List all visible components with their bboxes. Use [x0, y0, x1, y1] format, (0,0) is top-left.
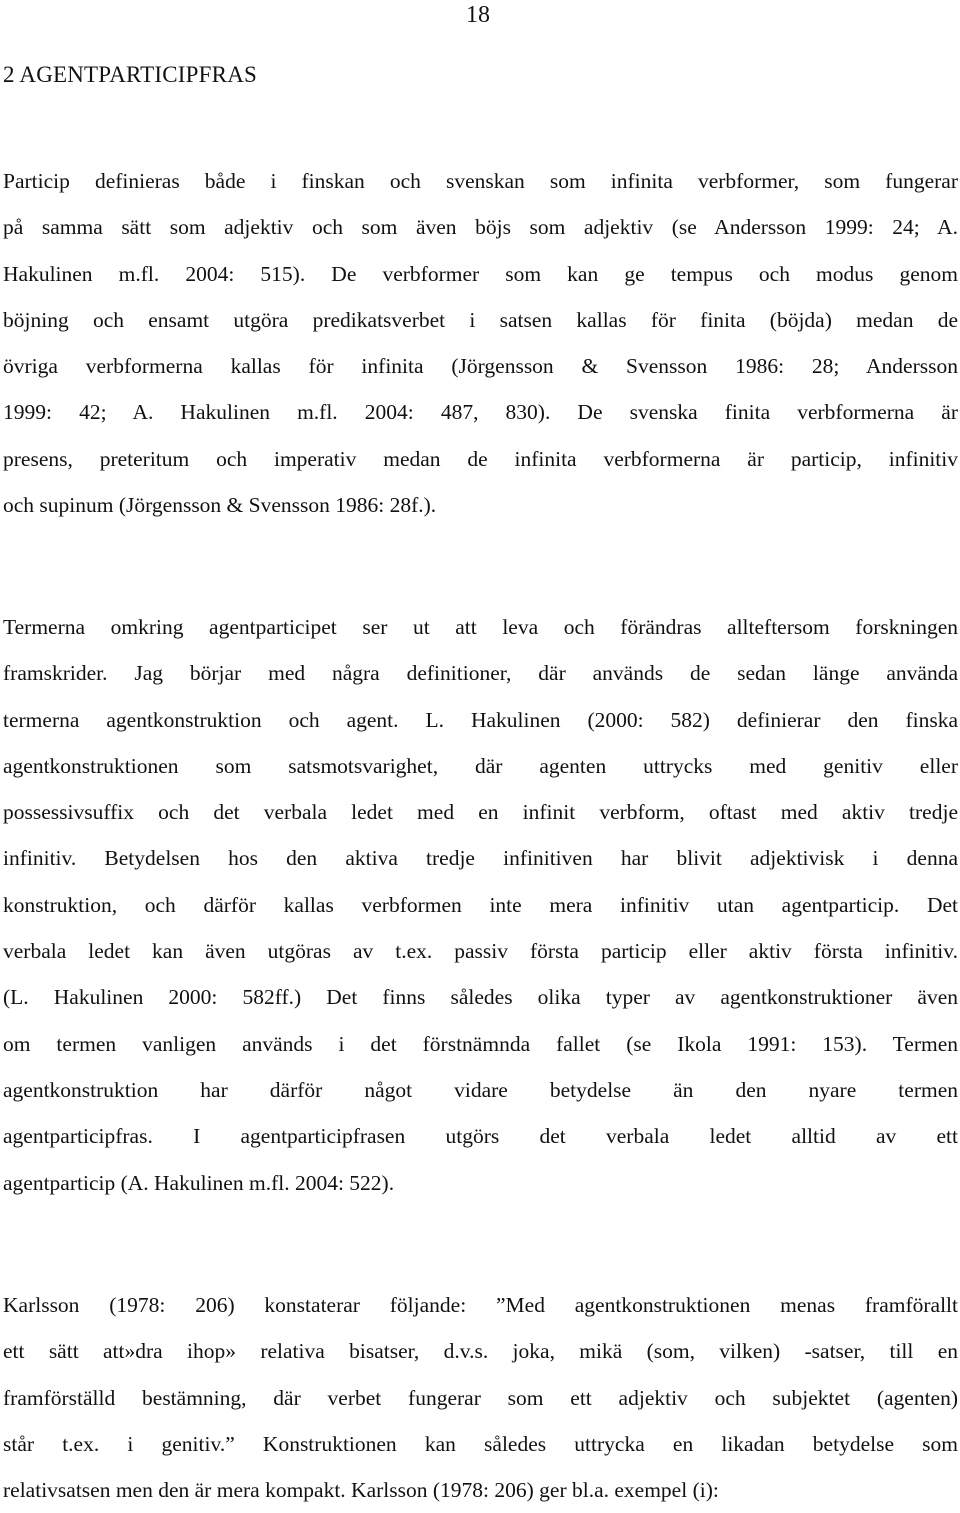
- text-line: Termerna omkring agentparticipet ser ut att leva och förändras allteftersom forskningen: [3, 615, 958, 639]
- text-line: ett sätt att»dra ihop» relativa bisatser, d.v.s. joka, mikä (som, vilken) -satser, till en: [3, 1339, 958, 1364]
- text-line: verbala ledet kan även utgöras av t.ex. passiv första particip eller aktiv första infinitiv.: [3, 939, 958, 964]
- text-line: agentparticipfras. I agentparticipfrasen utgörs det verbala ledet alltid av ett: [3, 1124, 958, 1149]
- text-line: possessivsuffix och det verbala ledet med en infinit verbform, oftast med aktiv tredje: [3, 800, 958, 825]
- text-line: står t.ex. i genitiv.” Konstruktionen kan således uttrycka en likadan betydelse som: [3, 1431, 958, 1456]
- text-line: på samma sätt som adjektiv och som även böjs som adjektiv (se Andersson 1999: 24; A.: [3, 215, 958, 240]
- text-line: och supinum (Jörgensson & Svensson 1986: 28f.).: [3, 493, 437, 518]
- text-line: presens, preteritum och imperativ medan de infinita verbformerna är particip, infinitiv: [3, 446, 958, 471]
- text-line: framförställd bestämning, där verbet fungerar som ett adjektiv och subjektet (agenten): [3, 1385, 958, 1410]
- text-line: relativsatsen men den är mera kompakt. Karlsson (1978: 206) ger bl.a. exempel (i):: [3, 1478, 719, 1503]
- page-number: 18: [466, 2, 490, 28]
- chapter-heading: 2 AGENTPARTICIPFRAS: [3, 62, 257, 87]
- text-line: Karlsson (1978: 206) konstaterar följande: ”Med agentkonstruktionen menas framförallt: [3, 1293, 958, 1317]
- text-line: infinitiv. Betydelsen hos den aktiva tredje infinitiven har blivit adjektivisk i denna: [3, 846, 958, 871]
- text-line: termerna agentkonstruktion och agent. L. Hakulinen (2000: 582) definierar den finska: [3, 707, 958, 732]
- text-line: agentkonstruktion har därför något vidare betydelse än den nyare termen: [3, 1077, 958, 1102]
- paragraph-participle-definition: [3, 158, 958, 528]
- text-line: Hakulinen m.fl. 2004: 515). De verbformer som kan ge tempus och modus genom: [3, 261, 958, 286]
- text-line: (L. Hakulinen 2000: 582ff.) Det finns således olika typer av agentkonstruktioner även: [3, 985, 958, 1010]
- text-line: agentparticip (A. Hakulinen m.fl. 2004: 522).: [3, 1170, 395, 1195]
- paragraph-agent-terms: [3, 604, 958, 1206]
- text-line: konstruktion, och därför kallas verbformen inte mera infinitiv utan agentparticip. Det: [3, 892, 958, 917]
- text-line: framskrider. Jag börjar med några definitioner, där används de sedan länge använda: [3, 661, 958, 686]
- text-line: agentkonstruktionen som satsmotsvarighet, där agenten uttrycks med genitiv eller: [3, 753, 958, 778]
- paragraph-karlsson-quote: [3, 1282, 958, 1513]
- text-line: övriga verbformerna kallas för infinita (Jörgensson & Svensson 1986: 28; Andersson: [3, 354, 958, 379]
- text-line: böjning och ensamt utgöra predikatsverbet i satsen kallas för finita (böjda) medan de: [3, 307, 958, 332]
- text-line: Particip definieras både i finskan och svenskan som infinita verbformer, som fungerar: [3, 169, 958, 193]
- text-line: om termen vanligen används i det förstnämnda fallet (se Ikola 1991: 153). Termen: [3, 1031, 958, 1056]
- text-line: 1999: 42; A. Hakulinen m.fl. 2004: 487, 830). De svenska finita verbformerna är: [3, 400, 958, 425]
